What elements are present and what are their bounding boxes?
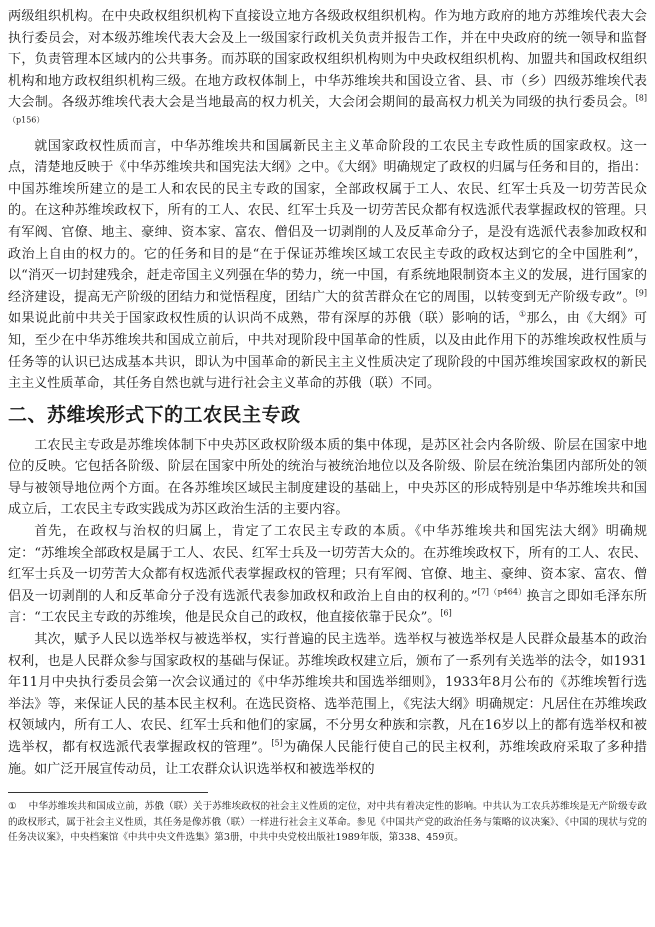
body-paragraph [8, 629, 647, 780]
footnote-divider [8, 792, 208, 793]
body-paragraph [8, 6, 647, 136]
paragraph-text: 换言之即如毛泽东所言：“工农民主专政的苏维埃，他是民众自己的政权，他直接依靠于民众”。 [8, 588, 647, 626]
paragraph-text: 如果说此前中共关于国家政权性质的认识尚不成熟，带有深厚的苏俄（联）影响的话， [8, 311, 519, 327]
footnote-ref: ① [518, 309, 527, 319]
paragraph-text: 为确保人民能行使自己的民主权利，苏维埃政府采取了多种措施。如广泛开展宣传动员，让工农群众认识选举权和被选举权的 [8, 740, 648, 777]
citation-ref: [8]（p156） [8, 94, 647, 125]
paragraph-text: 两级组织机构。在中央政权组织机构下直接设立地方各级政权组织机构。作为地方政府的地方苏维埃代表大会执行委员会，对本级苏维埃代表大会及上一级国家行政机关负责并报告工作，并在中央政府的统一领导和监督下，负责管理本区域内的公共事务。而苏联的国家政权组织机构则为中央政权组织机构、加盟共和国政权组织机构和地方政权组织机构三级。在地方政权体制上，中华苏维埃共和国设立省、县、市（乡）四级苏维埃代表大会制。各级苏维埃代表大会是当地最高的权力机关，大会闭会期间的最高权力机关为同级的执行委员会。 [8, 9, 647, 111]
paragraph-text: 首先，在政权与治权的归属上，肯定了工农民主专政的本质。《中华苏维埃共和国宪法大纲》明确规定：“苏维埃全部政权是属于工人、农民、红军士兵及一切劳苦大众的。在苏维埃政权下，所有的工人、农民、红军士兵及一切劳苦大众都有权选派代表掌握政权的管理；只有军阀、官僚、地主、豪绅、资本家、富农、僧侣及一切剥削的人和反革命分子没有选派代表参加政权和政治上自由的权利的。” [8, 524, 647, 604]
body-paragraph [8, 521, 647, 629]
citation-ref: [6] [440, 609, 452, 619]
footnote-mark: ① [8, 801, 17, 813]
body-paragraph [8, 435, 647, 521]
paragraph-text: 那么，由《大纲》可知，至少在中华苏维埃共和国成立前后，中共对现阶段中国革命的性质，以及由此作用下的苏维埃政权性质与任务等的认识已达成基本共识，即认为中国革命的新民主主义性质决定了现阶段的中国苏维埃国家政权的新民主主义性质革命，其任务自然也就与进行社会主义革命的苏俄（联）不同。 [8, 311, 648, 392]
citation-ref: [9] [635, 288, 647, 298]
section-heading: 二、苏维埃形式下的工农民主专政 [8, 403, 301, 426]
footnote-text: 中华苏维埃共和国成立前，苏俄（联）关于苏维埃政权的社会主义性质的定位，对中共有着决定性的影响。中共认为工农兵苏维埃是无产阶级专政的政权形式，属于社会主义性质，其任务是像苏俄（联）一样进行社会主义革命。参见《中国共产党的政治任务与策略的议决案》、《中国的现状与党的任务决议案》，中央档案馆《中共中央文件选集》第3册，中共中央党校出版社1989年版，第338、459页。 [8, 801, 647, 844]
body-paragraph [8, 136, 647, 395]
citation-ref: [7]（p464） [477, 587, 527, 597]
paragraph-text: 工农民主专政是苏维埃体制下中央苏区政权阶级本质的集中体现，是苏区社会内各阶级、阶层在国家中地位的反映。它包括各阶级、阶层在国家中所处的统治与被统治地位以及各阶级、阶层在统治集团内部所处的领导与被领导地位两个方面。在各苏维埃区域民主制度建设的基础上，中央苏区的形成特别是中华苏维埃共和国成立后，工农民主专政实践成为苏区政治生活的主要内容。 [8, 437, 647, 518]
citation-ref: [5] [271, 738, 283, 748]
paragraph-text: 就国家政权性质而言，中华苏维埃共和国属新民主主义革命阶段的工农民主专政性质的国家政权。这一点，清楚地反映于《中华苏维埃共和国宪法大纲》之中。《大纲》明确规定了政权的归属与任务和目的，指出：中国苏维埃所建立的是工人和农民的民主专政的国家，全部政权属于工人、农民、红军士兵及一切劳苦民众的。在这种苏维埃政权下，所有的工人、农民、红军士兵及一切劳苦民众都有权选派代表掌握政权的管理。只有军阀、官僚、地主、豪绅、资本家、富农、僧侣及一切剥削的人及反革命分子，是没有选派代表参加政权和政治上自由的权力的。它的任务和目的是“在于保证苏维埃区域工农民主专政的政权达到它的全中国胜利”，以“消灭一切封建残余，赶走帝国主义列强在华的势力，统一中国，有系统地限制资本主义的发展，进行国家的经济建设，提高无产阶级的团结力和觉悟程度，团结广大的贫苦群众在它的周围，以转变到无产阶级专政”。 [8, 138, 647, 305]
paragraph-text: 其次，赋予人民以选举权与被选举权，实行普遍的民主选举。选举权与被选举权是人民群众最基本的政治权利，也是人民群众参与国家政权的基础与保证。苏维埃政权建立后，颁布了一系列有关选举的法令，如1931年11月中央执行委员会第一次会议通过的《中华苏维埃共和国选举细则》，1933年8月公布的《苏维埃暂行选举法》等，来保证人民的基本民主权利。在选民资格、选举范围上，《宪法大纲》明确规定：凡居住在苏维埃政权领域内，所有工人、农民、红军士兵和他们的家属，不分男女种族和宗教，凡在16岁以上的都有选举权和被选举权，都有权选派代表掌握政权的管理”。 [8, 632, 647, 755]
footnote [8, 799, 647, 846]
